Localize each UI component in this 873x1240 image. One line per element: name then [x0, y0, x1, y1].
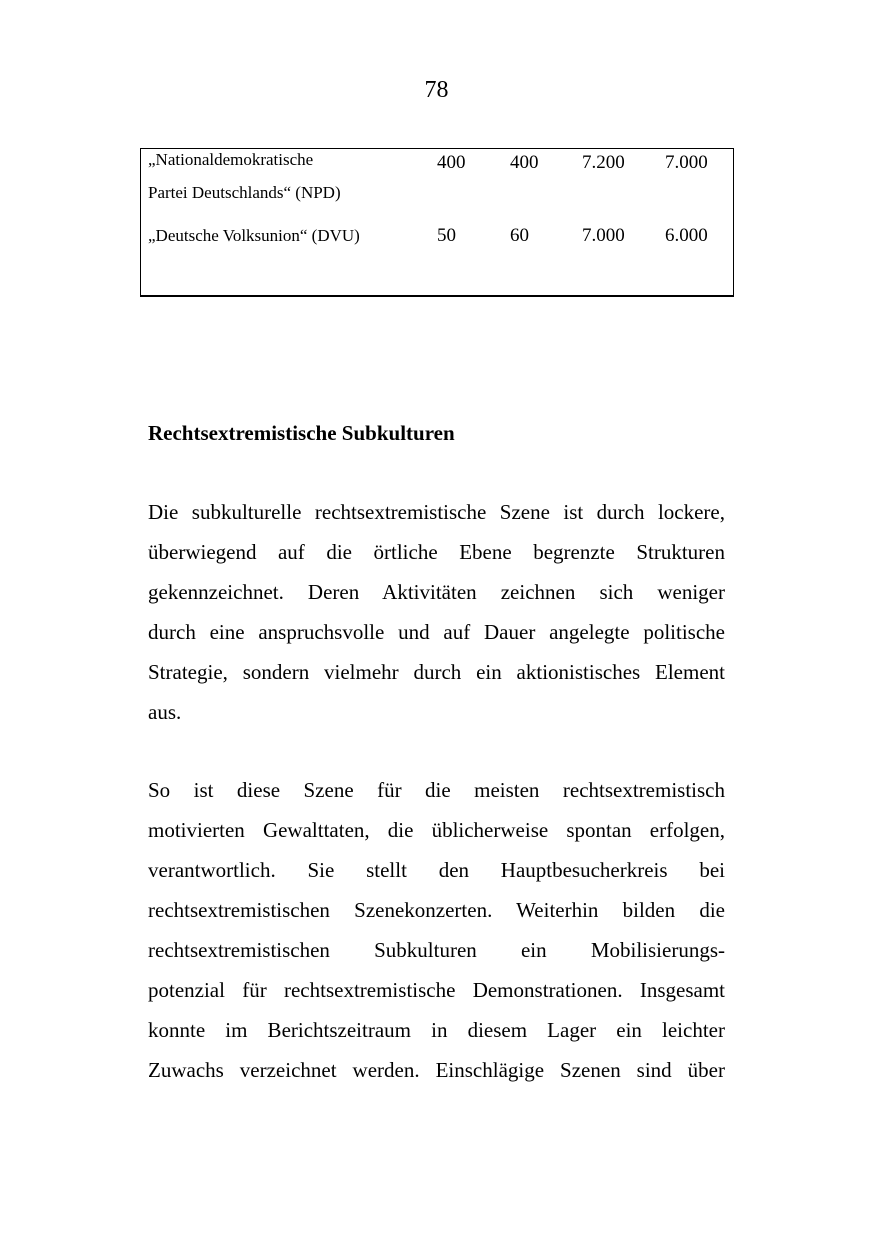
table-cell-value: 7.000 [665, 152, 708, 173]
table-cell-party-name: „Deutsche Volksunion“ (DVU) [148, 226, 360, 245]
paragraph-line: durch eine anspruchsvolle und auf Dauer angelegte politische [148, 620, 725, 644]
paragraph-line: So ist diese Szene für die meisten rechtsextremistisch [148, 778, 725, 802]
paragraph-line: motivierten Gewalttaten, die üblicherweise spontan erfolgen, [148, 818, 725, 842]
table-cell-value: 6.000 [665, 225, 708, 246]
paragraph-line: konnte im Berichtszeitraum in diesem Lager ein leichter [148, 1018, 725, 1042]
table-cell-value: 7.000 [582, 225, 625, 246]
paragraph-line: rechtsextremistischen Subkulturen ein Mobilisierungs- [148, 938, 725, 962]
paragraph-line: Die subkulturelle rechtsextremistische Szene ist durch lockere, [148, 500, 725, 524]
paragraph-line: aus. [148, 700, 182, 724]
paragraph-line: überwiegend auf die örtliche Ebene begrenzte Strukturen [148, 540, 725, 564]
body-paragraph [148, 492, 725, 732]
body-paragraph [148, 770, 725, 1090]
page-number: 78 [424, 77, 449, 103]
paragraph-line: Strategie, sondern vielmehr durch ein aktionistisches Element [148, 660, 725, 684]
table-cell-value: 60 [510, 225, 529, 246]
party-membership-table [140, 148, 734, 297]
paragraph-line: potenzial für rechtsextremistische Demonstrationen. Insgesamt [148, 978, 725, 1002]
table-cell-party-name: „Nationaldemokratische [148, 150, 314, 169]
table-cell-value: 400 [437, 152, 466, 173]
table-cell-value: 7.200 [582, 152, 625, 173]
table-cell-party-name: Partei Deutschlands“ (NPD) [148, 183, 341, 202]
section-heading: Rechtsextremistische Subkulturen [148, 421, 455, 445]
paragraph-line: Zuwachs verzeichnet werden. Einschlägige Szenen sind über [148, 1058, 725, 1082]
table-cell-value: 50 [437, 225, 456, 246]
paragraph-line: verantwortlich. Sie stellt den Hauptbesucherkreis bei [148, 858, 725, 882]
paragraph-line: gekennzeichnet. Deren Aktivitäten zeichnen sich weniger [148, 580, 725, 604]
paragraph-line: rechtsextremistischen Szenekonzerten. Weiterhin bilden die [148, 898, 725, 922]
table-cell-value: 400 [510, 152, 539, 173]
